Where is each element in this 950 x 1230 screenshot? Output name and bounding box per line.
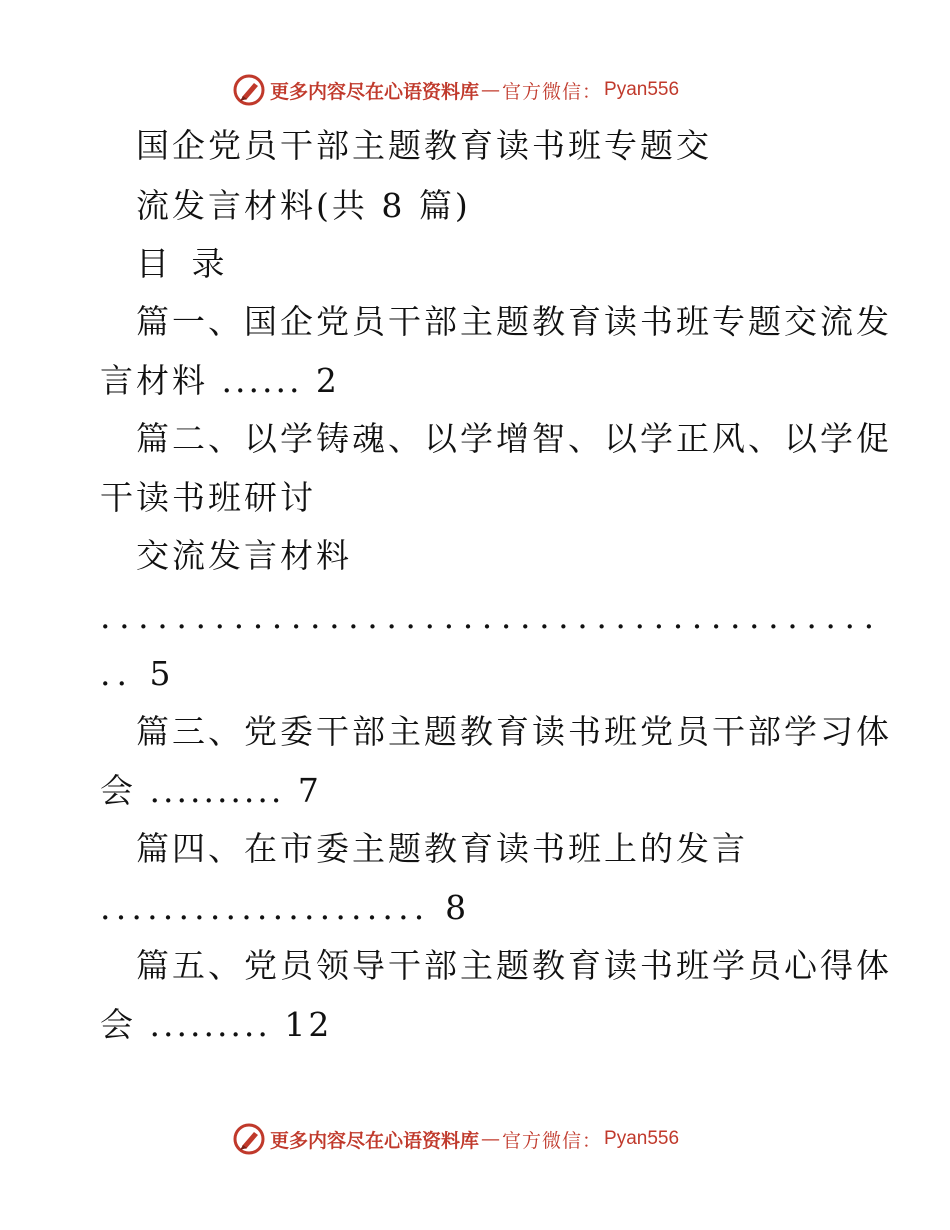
document-title-line-1: 国企党员干部主题教育读书班专题交 [136,126,712,165]
pen-logo-icon [232,73,266,107]
watermark-text: 更多内容尽在心语资料库 [270,80,480,103]
toc-item-2-line-2: 干读书班研讨 [100,478,316,517]
watermark-dash: — [481,1128,501,1150]
toc-item-2-line-3: 交流发言材料 [136,536,352,575]
watermark-dash: — [481,79,501,101]
watermark-account-id: Pyan556 [604,79,680,100]
toc-item-2-leader-dots: ......................................... [100,597,883,636]
pen-logo-icon [232,1122,266,1156]
toc-item-5-line-2: 会 ......... 12 [100,1005,333,1044]
toc-item-1-line-2: 言材料 ...... 2 [100,361,340,400]
watermark-account-label: 官方微信： [502,80,603,103]
toc-item-5-line-1: 篇五、党员领导干部主题教育读书班学员心得体 [136,946,892,985]
watermark-text: 更多内容尽在心语资料库 [270,1129,480,1152]
watermark-account-id: Pyan556 [604,1128,680,1149]
document-title-line-2: 流发言材料(共 8 篇) [136,186,471,225]
toc-item-2-line-1: 篇二、以学铸魂、以学增智、以学正风、以学促 [136,419,892,458]
watermark-footer [232,1122,679,1156]
toc-item-4-line-2: ..................... 8 [100,888,472,927]
toc-item-2-page: .. 5 [100,654,177,693]
toc-item-3-line-2: 会 .......... 7 [100,771,322,810]
toc-heading: 目 录 [136,244,231,283]
watermark-header [232,73,679,107]
toc-item-3-line-1: 篇三、党委干部主题教育读书班党员干部学习体 [136,712,892,751]
toc-item-4-line-1: 篇四、在市委主题教育读书班上的发言 [136,829,748,868]
watermark-account-label: 官方微信： [502,1129,603,1152]
toc-item-1-line-1: 篇一、国企党员干部主题教育读书班专题交流发 [136,302,892,341]
